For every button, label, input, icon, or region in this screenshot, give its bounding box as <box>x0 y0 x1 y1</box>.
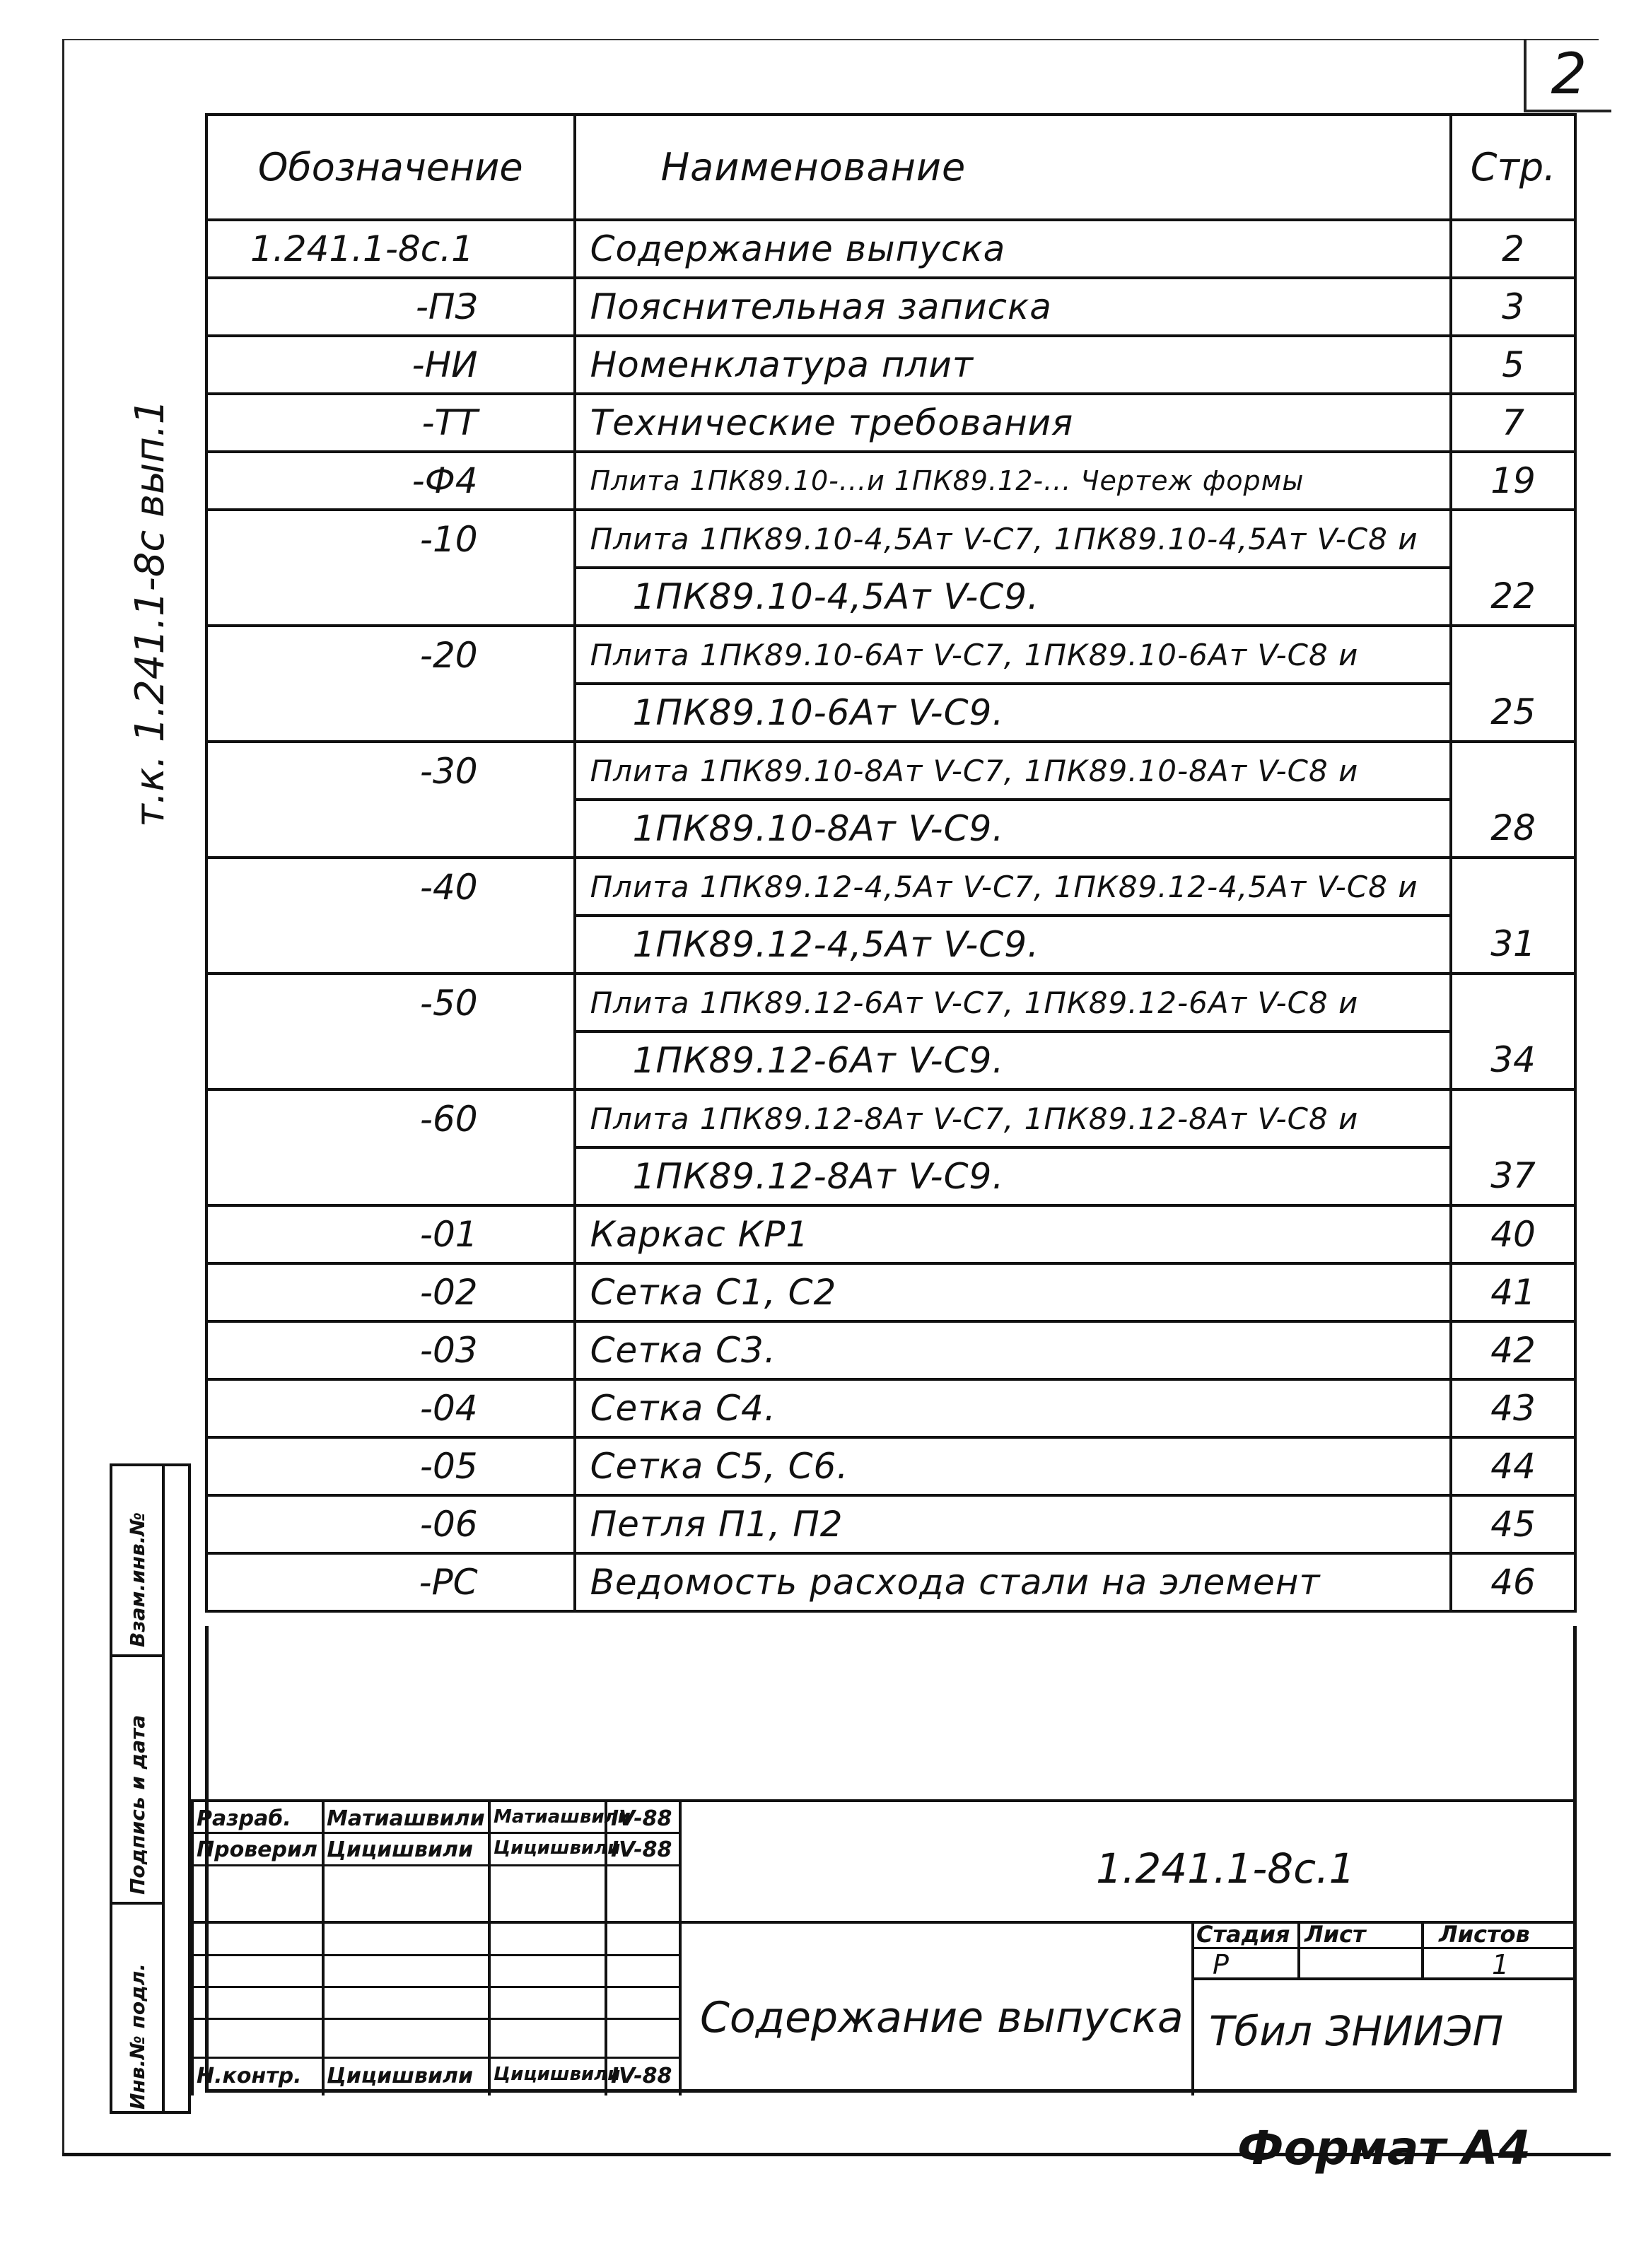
tb-line <box>191 2057 679 2059</box>
tb-line <box>488 1802 491 2095</box>
role-name: Матиашвили <box>327 1806 485 1831</box>
name-cell: Каркас КР1 <box>575 1205 1452 1263</box>
header-name: Наименование <box>575 115 1452 220</box>
page-cell: 3 <box>1451 278 1575 336</box>
table-row <box>206 1553 1575 1611</box>
page-cell: 46 <box>1451 1553 1575 1611</box>
role-label: Н.контр. <box>197 2064 302 2088</box>
tb-line <box>191 1986 679 1988</box>
page-cell: 28 <box>1451 800 1575 858</box>
page-cell: 19 <box>1451 452 1575 510</box>
document-title: Содержание выпуска <box>700 1993 1184 2042</box>
table-row <box>206 568 1575 626</box>
page-cell <box>1451 510 1575 568</box>
tb-line <box>191 1954 679 1956</box>
side-stamp <box>110 1463 191 2114</box>
designation-cell <box>206 568 575 626</box>
page-number-mark: 2 <box>1524 39 1611 112</box>
name-cell: Пояснительная записка <box>575 278 1452 336</box>
tb-line <box>1421 1921 1424 1977</box>
tb-line <box>191 1921 1577 1924</box>
side-stamp-vzam: Взам.инв.№ <box>126 1512 149 1647</box>
designation-cell: 1.241.1-8с.1 <box>206 220 575 278</box>
designation-cell: -НИ <box>206 336 575 394</box>
designation-cell <box>206 1031 575 1089</box>
designation-cell: -50 <box>206 974 575 1031</box>
page-cell <box>1451 974 1575 1031</box>
page-cell <box>1451 858 1575 916</box>
page-cell: 42 <box>1451 1321 1575 1379</box>
side-stamp-cell <box>112 1657 162 1905</box>
sheets-label: Листов <box>1439 1921 1530 1948</box>
name-cell: 1ПК89.12-8Ат V-С9. <box>575 1147 1452 1205</box>
document-code: 1.241.1-8с.1 <box>1096 1845 1355 1893</box>
designation-cell: -10 <box>206 510 575 568</box>
page-cell: 41 <box>1451 1263 1575 1321</box>
side-stamp-cell <box>112 1905 162 2117</box>
name-cell: 1ПК89.10-4,5Ат V-С9. <box>575 568 1452 626</box>
spine-designation: т.к. 1.241.1-8с вып.1 <box>127 399 173 827</box>
contents-table <box>205 113 1577 1613</box>
name-cell: 1ПК89.10-8Ат V-С9. <box>575 800 1452 858</box>
table-row <box>206 336 1575 394</box>
page-cell: 22 <box>1451 568 1575 626</box>
designation-cell: -01 <box>206 1205 575 1263</box>
designation-cell <box>206 1147 575 1205</box>
page-cell <box>1451 1089 1575 1147</box>
page-cell: 2 <box>1451 220 1575 278</box>
title-block <box>191 1799 1577 2093</box>
designation-cell: -06 <box>206 1495 575 1553</box>
table-header-row <box>206 115 1575 220</box>
format-label: Формат А4 <box>1237 2121 1531 2175</box>
designation-cell: -Ф4 <box>206 452 575 510</box>
table-row <box>206 394 1575 452</box>
table-row <box>206 452 1575 510</box>
name-cell: Сетка С4. <box>575 1379 1452 1437</box>
name-cell: 1ПК89.12-4,5Ат V-С9. <box>575 916 1452 974</box>
name-cell: Сетка С3. <box>575 1321 1452 1379</box>
name-cell: 1ПК89.12-6Ат V-С9. <box>575 1031 1452 1089</box>
role-name: Цицишвили <box>327 1837 473 1862</box>
designation-cell: -40 <box>206 858 575 916</box>
table-row <box>206 278 1575 336</box>
table-row <box>206 510 1575 568</box>
page-cell: 44 <box>1451 1437 1575 1495</box>
table-row <box>206 858 1575 916</box>
sheets-value: 1 <box>1492 1949 1510 1980</box>
role-date: IV-88 <box>611 1806 672 1831</box>
role-label: Разраб. <box>197 1806 291 1831</box>
organization: Тбил ЗНИИЭП <box>1209 2007 1504 2055</box>
designation-cell: -05 <box>206 1437 575 1495</box>
tb-line <box>1297 1921 1300 1977</box>
name-cell: Номенклатура плит <box>575 336 1452 394</box>
table-row <box>206 974 1575 1031</box>
side-stamp-inv: Инв.№ подл. <box>126 1963 149 2110</box>
table-row <box>206 1031 1575 1089</box>
designation-cell <box>206 800 575 858</box>
designation-cell: -30 <box>206 742 575 800</box>
signature: Матиашвили <box>494 1806 631 1828</box>
role-label: Проверил <box>197 1837 317 1862</box>
role-date: IV-88 <box>611 1837 672 1862</box>
page-cell: 34 <box>1451 1031 1575 1089</box>
designation-cell: -ПЗ <box>206 278 575 336</box>
tb-line <box>322 1802 325 2095</box>
name-cell: Сетка С5, С6. <box>575 1437 1452 1495</box>
designation-cell: -ТТ <box>206 394 575 452</box>
name-cell: Плита 1ПК89.10-6Ат V-С7, 1ПК89.10-6Ат V-С8 и <box>575 626 1452 684</box>
table-row <box>206 1321 1575 1379</box>
stage-value: Р <box>1213 1949 1229 1980</box>
name-cell: Ведомость расхода стали на элемент <box>575 1553 1452 1611</box>
name-cell: Плита 1ПК89.10-8Ат V-С7, 1ПК89.10-8Ат V-С8 и <box>575 742 1452 800</box>
table-row <box>206 1263 1575 1321</box>
header-page: Стр. <box>1451 115 1575 220</box>
page-cell: 43 <box>1451 1379 1575 1437</box>
page-cell: 5 <box>1451 336 1575 394</box>
tb-line <box>191 1802 194 2095</box>
sheet-label: Лист <box>1304 1921 1366 1948</box>
table-row <box>206 1147 1575 1205</box>
name-cell: Сетка С1, С2 <box>575 1263 1452 1321</box>
designation-cell: -60 <box>206 1089 575 1147</box>
table-row <box>206 800 1575 858</box>
tb-line <box>191 1864 679 1866</box>
tb-line <box>1191 1977 1577 1980</box>
table-row <box>206 916 1575 974</box>
designation-cell <box>206 684 575 742</box>
name-cell: Петля П1, П2 <box>575 1495 1452 1553</box>
designation-cell: -20 <box>206 626 575 684</box>
table-row <box>206 742 1575 800</box>
side-stamp-podpis: Подпись и дата <box>126 1714 149 1895</box>
header-designation: Обозначение <box>206 115 575 220</box>
name-cell: Плита 1ПК89.12-4,5Ат V-С7, 1ПК89.12-4,5Ат V-С8 и <box>575 858 1452 916</box>
name-cell: Плита 1ПК89.10-4,5Ат V-С7, 1ПК89.10-4,5Ат V-С8 и <box>575 510 1452 568</box>
designation-cell <box>206 916 575 974</box>
tb-line <box>679 1802 682 2095</box>
table-row <box>206 1437 1575 1495</box>
side-stamp-cell <box>112 1466 162 1657</box>
name-cell: 1ПК89.10-6Ат V-С9. <box>575 684 1452 742</box>
stage-label: Стадия <box>1196 1921 1290 1948</box>
name-cell: Технические требования <box>575 394 1452 452</box>
page-cell: 31 <box>1451 916 1575 974</box>
page-cell: 40 <box>1451 1205 1575 1263</box>
name-cell: Содержание выпуска <box>575 220 1452 278</box>
page-cell <box>1451 742 1575 800</box>
table-row <box>206 1495 1575 1553</box>
page-cell: 7 <box>1451 394 1575 452</box>
name-cell: Плита 1ПК89.12-8Ат V-С7, 1ПК89.12-8Ат V-С8 и <box>575 1089 1452 1147</box>
designation-cell: -РС <box>206 1553 575 1611</box>
table-row <box>206 626 1575 684</box>
table-row <box>206 1379 1575 1437</box>
table-row <box>206 1205 1575 1263</box>
table-row <box>206 220 1575 278</box>
page-cell: 37 <box>1451 1147 1575 1205</box>
side-stamp-divider <box>162 1466 165 2111</box>
tb-line <box>191 2018 679 2020</box>
page-cell <box>1451 626 1575 684</box>
role-name: Цицишвили <box>327 2064 473 2088</box>
signature: Цицишвили <box>494 2064 621 2085</box>
name-cell: Плита 1ПК89.10-...и 1ПК89.12-... Чертеж формы <box>575 452 1452 510</box>
designation-cell: -03 <box>206 1321 575 1379</box>
designation-cell: -04 <box>206 1379 575 1437</box>
page-cell: 25 <box>1451 684 1575 742</box>
page-cell: 45 <box>1451 1495 1575 1553</box>
role-date: IV-88 <box>611 2064 672 2088</box>
designation-cell: -02 <box>206 1263 575 1321</box>
signature: Цицишвили <box>494 1837 621 1859</box>
table-row <box>206 684 1575 742</box>
tb-line <box>191 1832 679 1834</box>
name-cell: Плита 1ПК89.12-6Ат V-С7, 1ПК89.12-6Ат V-С8 и <box>575 974 1452 1031</box>
table-row <box>206 1089 1575 1147</box>
